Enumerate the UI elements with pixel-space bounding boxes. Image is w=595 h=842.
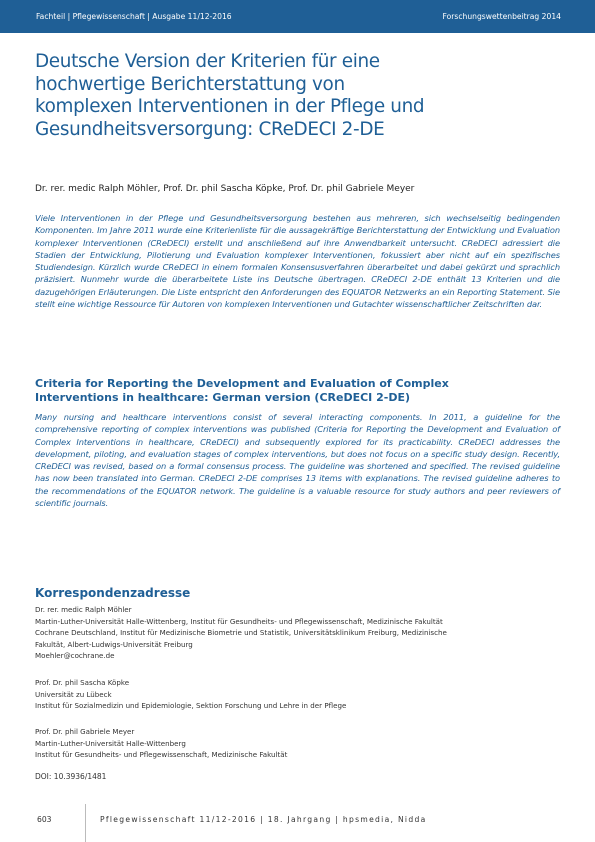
title-line: Deutsche Version der Kriterien für eine — [35, 51, 380, 72]
correspondence-heading: Korrespondenzadresse — [35, 586, 191, 600]
doi: DOI: 10.3936/1481 — [35, 772, 107, 781]
english-title-line: Interventions in healthcare: German version (CReDECI 2-DE) — [35, 390, 410, 404]
title-line: hochwertige Berichterstattung von — [35, 73, 345, 95]
footer-divider — [85, 804, 86, 842]
address-line: Institut für Gesundheits- und Pflegewissenschaft, Medizinische Fakultät — [35, 750, 288, 759]
author-list: Dr. rer. medic Ralph Möhler, Prof. Dr. phil Sascha Köpke, Prof. Dr. phil Gabriele Meyer — [35, 184, 415, 194]
address-line: Universität zu Lübeck — [35, 689, 112, 699]
correspondence-author-3 — [35, 726, 560, 761]
title-line: Gesundheitsversorgung: CReDECI 2-DE — [35, 118, 385, 140]
title-line: komplexen Interventionen in der Pflege und — [35, 96, 425, 118]
header-award-label: Forschungswettenbeitrag 2014 — [442, 12, 561, 21]
correspondence-author-1 — [35, 604, 560, 662]
article-title — [35, 51, 555, 141]
address-line: Cochrane Deutschland, Institut für Medizinische Biometrie und Statistik, Universitätsklinikum Freiburg, Medizinische — [35, 628, 447, 637]
abstract-english: Many nursing and healthcare interventions consist of several interacting components. In 2011, a guideline for the comprehensive reporting of complex interventions was published (Criteria for Reporting the Development and Evaluation of Complex Interventions in healthcare, CReDECI) and subsequently explored for its practicability. CReDECI addresses the development, piloting, and evaluation stages of complex interventions, but does not focus on a specific study design. Recently, CReDECI was revised, based on a formal consensus process. The guideline was shortened and specified. The revised guideline has now been translated into German. CReDECI 2-DE comprises 13 items with explanations. The revised guideline adheres to the recommendations of the EQUATOR network. The guideline is a valuable resource for study authors and peer reviewers of scientific journals. — [35, 412, 560, 509]
footer-journal-info: Pflegewissenschaft 11/12-2016 | 18. Jahrgang | hpsmedia, Nidda — [100, 815, 427, 824]
address-line: Martin-Luther-Universität Halle-Wittenberg, Institut für Gesundheits- und Pflegewissenschaft, Medizinische Fakultät — [35, 616, 443, 626]
address-line: Prof. Dr. phil Gabriele Meyer — [35, 727, 135, 736]
address-line: Martin-Luther-Universität Halle-Wittenberg — [35, 738, 186, 748]
header-bar — [0, 0, 595, 33]
correspondence-author-2 — [35, 677, 560, 712]
page-number: 603 — [37, 815, 52, 824]
address-line: Dr. rer. medic Ralph Möhler — [35, 605, 132, 614]
email-link[interactable]: Moehler@cochrane.de — [35, 651, 115, 660]
address-line: Institut für Sozialmedizin und Epidemiologie, Sektion Forschung und Lehre in der Pflege — [35, 701, 347, 710]
english-title — [35, 377, 560, 404]
address-line: Fakultät, Albert-Ludwigs-Universität Freiburg — [35, 639, 193, 649]
english-title-line: Criteria for Reporting the Development and Evaluation of Complex — [35, 377, 449, 390]
address-line: Prof. Dr. phil Sascha Köpke — [35, 678, 130, 687]
header-section-info: Fachteil | Pflegewissenschaft | Ausgabe 11/12-2016 — [36, 12, 232, 21]
abstract-german: Viele Interventionen in der Pflege und Gesundheitsversorgung bestehen aus mehreren, sich wechselseitig bedingenden Komponenten. Im Jahre 2011 wurde eine Kriterienliste für die aussagekräftige Berichterstattung der Entwicklung und Evaluation komplexer Interventionen (CReDECI) erstellt und anschließend auf ihre Anwendbarkeit untersucht. CReDECI adressiert die Stadien der Entwicklung, Pilotierung und Evaluation komplexer Interventionen, fokussiert aber nicht auf ein spezifisches Studiendesign. Kürzlich wurde CReDECI in einem formalen Konsensusverfahren überarbeitet und dabei gekürzt und sprachlich präzisiert. Nunmehr wurde die überarbeitete Liste ins Deutsche übertragen. CReDECI 2-DE enthält 13 Kriterien und die dazugehörigen Erläuterungen. Die Liste entspricht den Anforderungen des EQUATOR Netzwerks an ein Reporting Statement. Sie stellt eine wichtige Ressource für Autoren von komplexen Interventionen und Gutachter wissenschaftlicher Zeitschriften dar. — [35, 213, 560, 310]
